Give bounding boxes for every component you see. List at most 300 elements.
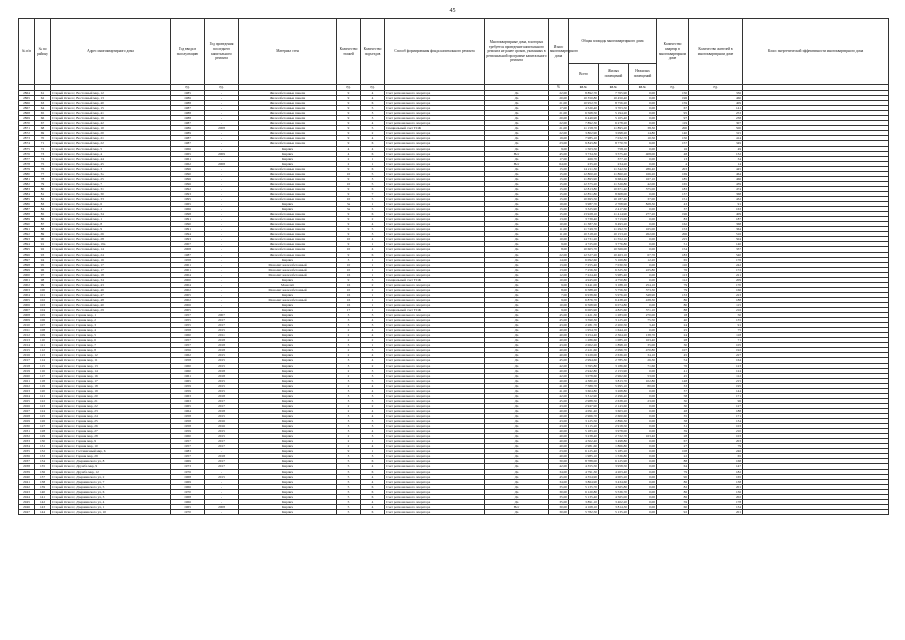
cell-included: Да bbox=[485, 343, 549, 348]
cell-included: Да bbox=[485, 454, 549, 459]
cell-fund-method: Счет регионального оператора bbox=[385, 111, 485, 116]
cell-residents: 75 bbox=[689, 328, 743, 333]
cell-floors: 9 bbox=[337, 96, 361, 101]
cell-year-reconstruction: - bbox=[205, 257, 239, 262]
cell-year-built: 1985 bbox=[171, 91, 205, 96]
cell-included: Да bbox=[485, 146, 549, 151]
cell-year-built: 1961 bbox=[171, 373, 205, 378]
cell-included: Да bbox=[485, 227, 549, 232]
cell-apartments: 150 bbox=[657, 136, 689, 141]
cell-year-reconstruction: - bbox=[205, 308, 239, 313]
cell-floors: 3 bbox=[337, 419, 361, 424]
cell-area-living: 11 342,50 bbox=[599, 166, 629, 171]
cell-address: Старый Оскол г, Дружба мкр, 12 bbox=[51, 469, 171, 474]
cell-area-total: 2 994,60 bbox=[569, 358, 599, 363]
cell-floors: 3 bbox=[337, 343, 361, 348]
cell-residents: 140 bbox=[689, 242, 743, 247]
cell-area-nonliving: 270,00 bbox=[629, 313, 657, 318]
cell-area-total: 4 791,30 bbox=[569, 469, 599, 474]
cell-entrances: 6 bbox=[361, 252, 385, 257]
cell-fund-method: Счет регионального оператора bbox=[385, 424, 485, 429]
cell-year-built: 1966 bbox=[171, 146, 205, 151]
cell-residents: 215 bbox=[689, 378, 743, 383]
cell-address: Старый Оскол г, Гостиничный мкр, 6 bbox=[51, 449, 171, 454]
cell-apartments: 24 bbox=[657, 333, 689, 338]
cell-apartments: 150 bbox=[657, 91, 689, 96]
cell-year-built: 1987 bbox=[171, 121, 205, 126]
cell-residents: 210 bbox=[689, 429, 743, 434]
cell-year-reconstruction: 2017 bbox=[205, 318, 239, 323]
cell-wall-material: Кирпич bbox=[239, 429, 337, 434]
cell-entrances: 5 bbox=[361, 181, 385, 186]
cell-year-built: 1991 bbox=[171, 217, 205, 222]
cell-year-reconstruction: - bbox=[205, 247, 239, 252]
cell-num-district: 128 bbox=[35, 429, 51, 434]
cell-num-district: 89 bbox=[35, 232, 51, 237]
cell-residents: 500 bbox=[689, 126, 743, 131]
cell-area-total: 1 954,70 bbox=[569, 328, 599, 333]
cell-included: Да bbox=[485, 313, 549, 318]
cell-year-built: 1957 bbox=[171, 343, 205, 348]
cell-area-nonliving: 470,80 bbox=[629, 348, 657, 353]
cell-entrances: 3 bbox=[361, 323, 385, 328]
cell-address: Старый Оскол г, Восточный мкр, 17 bbox=[51, 267, 171, 272]
cell-residents: 165 bbox=[689, 474, 743, 479]
cell-area-living: 10 450,40 bbox=[599, 96, 629, 101]
cell-included: Да bbox=[485, 459, 549, 464]
cell-floors: 3а bbox=[337, 202, 361, 207]
cell-entrances: 3 bbox=[361, 313, 385, 318]
cell-year-built: 1987 bbox=[171, 141, 205, 146]
cell-included: Да bbox=[485, 222, 549, 227]
cell-residents: 182 bbox=[689, 469, 743, 474]
cell-num-district: 124 bbox=[35, 408, 51, 413]
cell-address: Старый Оскол г, Восточный мкр, 2 bbox=[51, 207, 171, 212]
cell-num: 2898 bbox=[19, 262, 35, 267]
cell-num-district: 111 bbox=[35, 343, 51, 348]
cell-area-total: 466,70 bbox=[569, 156, 599, 161]
cell-year-reconstruction: 2018 bbox=[205, 343, 239, 348]
cell-apartments: 54 bbox=[657, 358, 689, 363]
cell-entrances: 6 bbox=[361, 484, 385, 489]
cell-fund-method: Счет регионального оператора bbox=[385, 343, 485, 348]
cell-year-reconstruction: - bbox=[205, 449, 239, 454]
cell-included: Да bbox=[485, 287, 549, 292]
cell-year-reconstruction: - bbox=[205, 166, 239, 171]
cell-num: 2894 bbox=[19, 242, 35, 247]
cell-area-living: 5 135,20 bbox=[599, 509, 629, 514]
cell-fund-method: Счет регионального оператора bbox=[385, 287, 485, 292]
cell-num-district: 122 bbox=[35, 398, 51, 403]
cell-num: 2891 bbox=[19, 227, 35, 232]
cell-address: Старый Оскол г, Горняк мкр, 7 bbox=[51, 343, 171, 348]
cell-apartments: 76 bbox=[657, 267, 689, 272]
cell-year-reconstruction: - bbox=[205, 287, 239, 292]
cell-area-living: 10 463,10 bbox=[599, 252, 629, 257]
cell-included: Да bbox=[485, 348, 549, 353]
cell-wall-material: Железобетонные панели bbox=[239, 131, 337, 136]
cell-included: Да bbox=[485, 383, 549, 388]
cell-wear: 7,00 bbox=[549, 292, 569, 297]
cell-area-total: 5 135,70 bbox=[569, 484, 599, 489]
cell-apartments: 41 bbox=[657, 368, 689, 373]
cell-included: Нет bbox=[485, 151, 549, 156]
cell-year-built: 1957 bbox=[171, 313, 205, 318]
cell-residents: 124 bbox=[689, 368, 743, 373]
cell-address: Старый Оскол г, Горняк мкр, 23 bbox=[51, 408, 171, 413]
cell-entrances: 5 bbox=[361, 171, 385, 176]
cell-num-district: 63 bbox=[35, 101, 51, 106]
cell-wall-material: Железобетонные панели bbox=[239, 242, 337, 247]
cell-num: 2869 bbox=[19, 116, 35, 121]
cell-included: Да bbox=[485, 368, 549, 373]
cell-wear: 43,00 bbox=[549, 403, 569, 408]
cell-area-nonliving: 225,80 bbox=[629, 267, 657, 272]
cell-floors: 9 bbox=[337, 191, 361, 196]
cell-area-nonliving: 0,00 bbox=[629, 509, 657, 514]
cell-residents: 103 bbox=[689, 424, 743, 429]
cell-area-nonliving: 37,00 bbox=[629, 196, 657, 201]
cell-included: Да bbox=[485, 277, 549, 282]
cell-included: Да bbox=[485, 398, 549, 403]
cell-area-nonliving: 6,00 bbox=[629, 141, 657, 146]
cell-year-built: 1968 bbox=[171, 494, 205, 499]
cell-wear: 40,00 bbox=[549, 333, 569, 338]
cell-area-total: 5 782,50 bbox=[569, 509, 599, 514]
cell-floors: 3 bbox=[337, 393, 361, 398]
cell-apartments: 112 bbox=[657, 277, 689, 282]
cell-apartments: 4 bbox=[657, 161, 689, 166]
cell-included: Да bbox=[485, 156, 549, 161]
cell-fund-method: Счет регионального оператора bbox=[385, 494, 485, 499]
cell-num-district: 141 bbox=[35, 494, 51, 499]
cell-area-living: 11 860,20 bbox=[599, 171, 629, 176]
cell-area-total: 3 987,70 bbox=[569, 202, 599, 207]
cell-area-nonliving: 67,70 bbox=[629, 252, 657, 257]
cell-floors: 9 bbox=[337, 101, 361, 106]
cell-entrances: 3 bbox=[361, 424, 385, 429]
cell-year-reconstruction: 2015 bbox=[205, 353, 239, 358]
cell-area-nonliving: 53,00 bbox=[629, 373, 657, 378]
cell-year-built: 1962 bbox=[171, 353, 205, 358]
cell-fund-method: Счет регионального оператора bbox=[385, 242, 485, 247]
cell-area-living: 2 153,90 bbox=[599, 368, 629, 373]
cell-entrances: 1 bbox=[361, 267, 385, 272]
cell-wall-material: Кирпич bbox=[239, 318, 337, 323]
cell-address: Старый Оскол г, Горняк мкр, 21 bbox=[51, 398, 171, 403]
cell-wear: 13,00 bbox=[549, 262, 569, 267]
cell-address: Старый Оскол г, Горняк мкр, 13 bbox=[51, 363, 171, 368]
cell-wear: 15,00 bbox=[549, 196, 569, 201]
cell-num: 2864 bbox=[19, 91, 35, 96]
cell-num: 2938 bbox=[19, 464, 35, 469]
cell-wear: 11,00 bbox=[549, 227, 569, 232]
cell-year-built: 2007 bbox=[171, 242, 205, 247]
cell-year-built: 1955 bbox=[171, 318, 205, 323]
col-fund-method: Способ формирования фонда капитального ремонта bbox=[385, 19, 485, 85]
cell-address: Старый Оскол г, Горняк мкр, 11 bbox=[51, 358, 171, 363]
cell-num: 2922 bbox=[19, 383, 35, 388]
cell-wall-material: Железобетонные панели bbox=[239, 101, 337, 106]
cell-area-living: 2 896,30 bbox=[599, 419, 629, 424]
cell-num-district: 142 bbox=[35, 499, 51, 504]
cell-address: Старый Оскол г, Восточный мкр, 8 bbox=[51, 222, 171, 227]
cell-wall-material: Железобетонные панели bbox=[239, 136, 337, 141]
cell-residents: 166 bbox=[689, 287, 743, 292]
cell-year-built: 1962 bbox=[171, 161, 205, 166]
cell-address: Старый Оскол г, Горняк мкр, 2 bbox=[51, 318, 171, 323]
col-included: Многоквартирные дома, в которых требуется проведение капитального ремонта не ранее сроков, указанных в региональной программе капитального ремонта bbox=[485, 19, 549, 85]
cell-num-district: 103 bbox=[35, 302, 51, 307]
cell-num: 2879 bbox=[19, 166, 35, 171]
cell-year-built: 1995 bbox=[171, 196, 205, 201]
cell-residents: 49 bbox=[689, 146, 743, 151]
cell-wear: 43,00 bbox=[549, 323, 569, 328]
cell-apartments: 148 bbox=[657, 378, 689, 383]
cell-num-district: 112 bbox=[35, 348, 51, 353]
cell-residents: 192 bbox=[689, 348, 743, 353]
cell-wear: 22,00 bbox=[549, 91, 569, 96]
cell-entrances: 4 bbox=[361, 474, 385, 479]
cell-wall-material: Кирпич bbox=[239, 424, 337, 429]
cell-wear: 9,00 bbox=[549, 282, 569, 287]
cell-num-district: 106 bbox=[35, 318, 51, 323]
cell-residents: 445 bbox=[689, 166, 743, 171]
cell-area-living: 3 402,20 bbox=[599, 499, 629, 504]
cell-included: Да bbox=[485, 439, 549, 444]
cell-apartments: 159 bbox=[657, 101, 689, 106]
cell-entrances: 4 bbox=[361, 358, 385, 363]
cell-included: Да bbox=[485, 121, 549, 126]
col-residents: Количество жителей в многоквартирном доме bbox=[689, 19, 743, 85]
cell-area-living: 8 608,00 bbox=[599, 191, 629, 196]
cell-included: Да bbox=[485, 186, 549, 191]
cell-area-nonliving: 286,40 bbox=[629, 166, 657, 171]
cell-entrances: 3 bbox=[361, 277, 385, 282]
cell-area-living: 3 125,20 bbox=[599, 318, 629, 323]
cell-fund-method: Счет регионального оператора bbox=[385, 222, 485, 227]
cell-year-built: 1987 bbox=[171, 252, 205, 257]
cell-wall-material: Железобетонные панели bbox=[239, 181, 337, 186]
cell-apartments: 154 bbox=[657, 247, 689, 252]
cell-apartments: 28 bbox=[657, 338, 689, 343]
cell-num-district: 117 bbox=[35, 373, 51, 378]
cell-floors: 5 bbox=[337, 469, 361, 474]
cell-area-living: 3 603,20 bbox=[599, 408, 629, 413]
cell-floors: 2 bbox=[337, 328, 361, 333]
cell-num-district: 64 bbox=[35, 106, 51, 111]
cell-floors: 2 bbox=[337, 156, 361, 161]
cell-num-district: 126 bbox=[35, 419, 51, 424]
cell-year-reconstruction: - bbox=[205, 186, 239, 191]
cell-address: Старый Оскол г, Горняк мкр, 6 bbox=[51, 338, 171, 343]
cell-num-district: 133 bbox=[35, 454, 51, 459]
cell-entrances: 3 bbox=[361, 454, 385, 459]
cell-area-living: 1 898,10 bbox=[599, 343, 629, 348]
cell-year-built: 1958 bbox=[171, 328, 205, 333]
cell-wall-material: Железобетонные панели bbox=[239, 96, 337, 101]
cell-floors: 5 bbox=[337, 479, 361, 484]
cell-year-reconstruction: - bbox=[205, 141, 239, 146]
cell-num: 2926 bbox=[19, 403, 35, 408]
cell-entrances: 1 bbox=[361, 439, 385, 444]
cell-entrances: 4 bbox=[361, 146, 385, 151]
cell-year-built: 1976 bbox=[171, 469, 205, 474]
cell-area-nonliving: 371,10 bbox=[629, 308, 657, 313]
cell-area-total: 11 749,70 bbox=[569, 227, 599, 232]
cell-residents: 171 bbox=[689, 414, 743, 419]
cell-area-living: 8 756,20 bbox=[599, 101, 629, 106]
cell-wall-material: Кирпич bbox=[239, 161, 337, 166]
cell-fund-method: Счет регионального оператора bbox=[385, 403, 485, 408]
cell-num-district: 102 bbox=[35, 297, 51, 302]
cell-included: Да bbox=[485, 176, 549, 181]
cell-area-nonliving: 0,00 bbox=[629, 302, 657, 307]
cell-year-built: 1970 bbox=[171, 509, 205, 514]
cell-year-reconstruction: - bbox=[205, 156, 239, 161]
cell-address: Старый Оскол г, Горняк мкр, 20 bbox=[51, 393, 171, 398]
cell-year-built: 1973 bbox=[171, 464, 205, 469]
cell-residents: 195 bbox=[689, 383, 743, 388]
cell-area-living: 4 005,20 bbox=[599, 474, 629, 479]
cell-area-total: 3 802,90 bbox=[569, 131, 599, 136]
cell-num: 2935 bbox=[19, 449, 35, 454]
cell-entrances: 5 bbox=[361, 106, 385, 111]
cell-wall-material: Кирпич bbox=[239, 484, 337, 489]
cell-area-total: 10 952,70 bbox=[569, 101, 599, 106]
cell-year-reconstruction: - bbox=[205, 267, 239, 272]
cell-num: 2866 bbox=[19, 101, 35, 106]
cell-entrances: 3 bbox=[361, 434, 385, 439]
cell-year-reconstruction: 2011 bbox=[205, 333, 239, 338]
cell-wear: 11,00 bbox=[549, 232, 569, 237]
cell-wall-material: Кирпич bbox=[239, 378, 337, 383]
cell-fund-method: Счет регионального оператора bbox=[385, 429, 485, 434]
cell-num: 2939 bbox=[19, 469, 35, 474]
cell-num-district: 107 bbox=[35, 323, 51, 328]
cell-residents: 253 bbox=[689, 111, 743, 116]
cell-area-total: 1 421,30 bbox=[569, 313, 599, 318]
cell-wear: 15,00 bbox=[549, 171, 569, 176]
cell-included: Да bbox=[485, 181, 549, 186]
cell-area-living: 2 364,20 bbox=[599, 333, 629, 338]
cell-apartments: 48 bbox=[657, 151, 689, 156]
cell-year-built: 1958 bbox=[171, 257, 205, 262]
cell-num-district: 98 bbox=[35, 277, 51, 282]
cell-area-nonliving: 0,00 bbox=[629, 414, 657, 419]
cell-num-district: 100 bbox=[35, 287, 51, 292]
cell-fund-method: Счет регионального оператора bbox=[385, 504, 485, 509]
cell-floors: 9 bbox=[337, 141, 361, 146]
cell-num-district: 73 bbox=[35, 151, 51, 156]
cell-num: 2886 bbox=[19, 202, 35, 207]
table-row bbox=[19, 509, 889, 514]
cell-area-living: 2 143,60 bbox=[599, 403, 629, 408]
cell-residents: 118 bbox=[689, 333, 743, 338]
cell-year-built: 1998 bbox=[171, 212, 205, 217]
cell-address: Старый Оскол г, Восточный мкр, 9 bbox=[51, 227, 171, 232]
cell-residents: 364 bbox=[689, 227, 743, 232]
cell-year-built: 1957 bbox=[171, 338, 205, 343]
cell-area-nonliving: 0,00 bbox=[629, 237, 657, 242]
cell-address: Старый Оскол г, Восточный мкр, 42 bbox=[51, 121, 171, 126]
cell-entrances: 6 bbox=[361, 151, 385, 156]
cell-residents: 368 bbox=[689, 191, 743, 196]
cell-num-district: 82 bbox=[35, 196, 51, 201]
cell-year-built: 2004 bbox=[171, 282, 205, 287]
cell-residents: 34 bbox=[689, 156, 743, 161]
cell-year-built: 1996 bbox=[171, 166, 205, 171]
cell-included: Да bbox=[485, 318, 549, 323]
cell-floors: 5 bbox=[337, 464, 361, 469]
cell-area-total: 2 988,50 bbox=[569, 398, 599, 403]
cell-address: Старый Оскол г, Восточный мкр, 21 bbox=[51, 136, 171, 141]
cell-year-built: 1957 bbox=[171, 454, 205, 459]
cell-wear: 43,00 bbox=[549, 343, 569, 348]
unit-wear: % bbox=[549, 85, 569, 91]
cell-included: Да bbox=[485, 252, 549, 257]
cell-wear: 40,00 bbox=[549, 429, 569, 434]
cell-wear: 40,00 bbox=[549, 378, 569, 383]
cell-address: Старый Оскол г, Дзержинского ул, 10 bbox=[51, 509, 171, 514]
cell-apartments: 80 bbox=[657, 302, 689, 307]
cell-area-nonliving: 0,00 bbox=[629, 439, 657, 444]
cell-num-district: 110 bbox=[35, 338, 51, 343]
cell-address: Старый Оскол г, Восточный мкр, 3а bbox=[51, 171, 171, 176]
cell-fund-method: Счет регионального оператора bbox=[385, 439, 485, 444]
cell-wear: 40,00 bbox=[549, 353, 569, 358]
cell-address: Старый Оскол г, Дзержинского ул, 7 bbox=[51, 479, 171, 484]
cell-year-reconstruction: 2018 bbox=[205, 338, 239, 343]
cell-entrances: 2 bbox=[361, 403, 385, 408]
cell-apartments: 43 bbox=[657, 202, 689, 207]
cell-area-total: 3 125,50 bbox=[569, 419, 599, 424]
cell-entrances: 6 bbox=[361, 212, 385, 217]
cell-address: Старый Оскол г, Восточный мкр, 15 bbox=[51, 106, 171, 111]
cell-num-district: 67 bbox=[35, 121, 51, 126]
cell-area-living: 758,10 bbox=[599, 146, 629, 151]
cell-area-living: 4 203,40 bbox=[599, 469, 629, 474]
cell-entrances: 4 bbox=[361, 429, 385, 434]
cell-num: 2906 bbox=[19, 302, 35, 307]
cell-residents: 307 bbox=[689, 121, 743, 126]
cell-address: Старый Оскол г, Восточный мкр, 12 bbox=[51, 91, 171, 96]
cell-area-nonliving: 0,00 bbox=[629, 454, 657, 459]
cell-wear: 41,00 bbox=[549, 383, 569, 388]
cell-wall-material: Кирпич bbox=[239, 388, 337, 393]
cell-apartments: 95 bbox=[657, 111, 689, 116]
cell-num: 2875 bbox=[19, 146, 35, 151]
cell-apartments: 183 bbox=[657, 186, 689, 191]
cell-apartments: 92 bbox=[657, 509, 689, 514]
cell-address: Старый Оскол г, Дзержинского ул, 6 bbox=[51, 489, 171, 494]
cell-wall-material: Кирпич bbox=[239, 504, 337, 509]
cell-num: 2882 bbox=[19, 181, 35, 186]
cell-address: Старый Оскол г, Восточный мкр, 40 bbox=[51, 101, 171, 106]
cell-num-district: 120 bbox=[35, 388, 51, 393]
cell-num-district: 143 bbox=[35, 504, 51, 509]
cell-wear: 30,00 bbox=[549, 489, 569, 494]
cell-wear: 43,00 bbox=[549, 419, 569, 424]
cell-year-reconstruction: 2017 bbox=[205, 444, 239, 449]
cell-num: 2892 bbox=[19, 232, 35, 237]
cell-entrances: 1 bbox=[361, 262, 385, 267]
cell-year-reconstruction: 2016 bbox=[205, 419, 239, 424]
cell-area-total: 5 135,40 bbox=[569, 494, 599, 499]
cell-address: Старый Оскол г, Горняк мкр, 8 bbox=[51, 348, 171, 353]
cell-address: Старый Оскол г, Горняк мкр, 4 bbox=[51, 328, 171, 333]
cell-area-living: 1 644,10 bbox=[599, 328, 629, 333]
